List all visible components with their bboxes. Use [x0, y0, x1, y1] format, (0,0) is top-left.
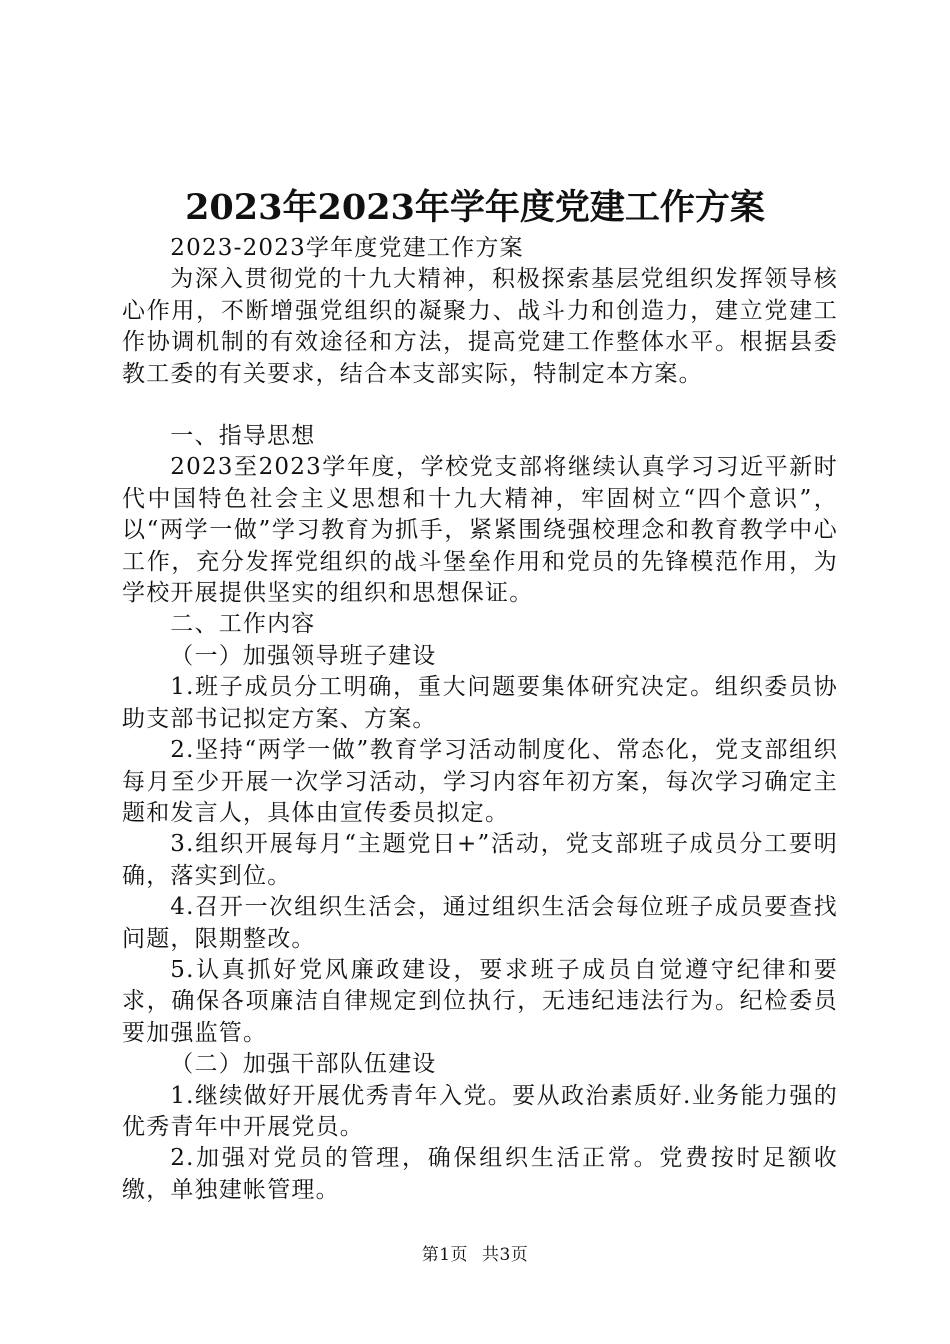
- list-item-leadership-4: 4.召开一次组织生活会，通过组织生活会每位班子成员要查找问题，限期整改。: [122, 894, 838, 952]
- subsection-heading-cadre: （二）加强干部队伍建设: [170, 1051, 437, 1078]
- list-item-leadership-5: 5.认真抓好党风廉政建设，要求班子成员自觉遵守纪律和要求，确保各项廉洁自律规定到位执行，无违纪违法行为。纪检委员要加强监管。: [122, 956, 838, 1046]
- page-total: 共3页: [481, 1245, 529, 1265]
- section-heading-work-content: 二、工作内容: [170, 611, 316, 638]
- document-title: 2023年2023年学年度党建工作方案: [185, 187, 765, 228]
- subtitle-paragraph: 2023-2023学年度党建工作方案: [170, 235, 524, 261]
- intro-paragraph: 为深入贯彻党的十九大精神，积极探索基层党组织发挥领导核心作用，不断增强党组织的凝聚力、战斗力和创造力，建立党建工作协调机制的有效途径和方法，提高党建工作整体水平。根据县委教工委的有关要求，结合本支部实际，特制定本方案。: [122, 266, 838, 387]
- document-body: [122, 233, 838, 1206]
- page-footer: [0, 1243, 950, 1267]
- list-item-leadership-2: 2.坚持“两学一做”教育学习活动制度化、常态化，党支部组织每月至少开展一次学习活动，学习内容年初方案，每次学习确定主题和发言人，具体由宣传委员拟定。: [122, 737, 838, 826]
- subsection-heading-leadership: （一）加强领导班子建设: [170, 642, 437, 669]
- list-item-leadership-1: 1.班子成员分工明确，重大问题要集体研究决定。组织委员协助支部书记拟定方案、方案。: [122, 674, 838, 732]
- page-number: 第1页: [421, 1245, 469, 1265]
- list-item-cadre-2: 2.加强对党员的管理，确保组织生活正常。党费按时足额收缴，单独建帐管理。: [122, 1145, 838, 1203]
- list-item-leadership-3: 3.组织开展每月“主题党日+”活动，党支部班子成员分工要明确，落实到位。: [122, 831, 838, 889]
- section-heading-guiding-ideology: 一、指导思想: [170, 423, 316, 450]
- list-item-cadre-1: 1.继续做好开展优秀青年入党。要从政治素质好.业务能力强的优秀青年中开展党员。: [122, 1082, 838, 1140]
- guiding-ideology-paragraph: 2023至2023学年度，学校党支部将继续认真学习习近平新时代中国特色社会主义思想和十九大精神，牢固树立“四个意识”，以“两学一做”学习教育为抓手，紧紧围绕强校理念和教育教学中心工作，充分发挥党组织的战斗堡垒作用和党员的先锋模范作用，为学校开展提供坚实的组织和思想保证。: [122, 454, 838, 607]
